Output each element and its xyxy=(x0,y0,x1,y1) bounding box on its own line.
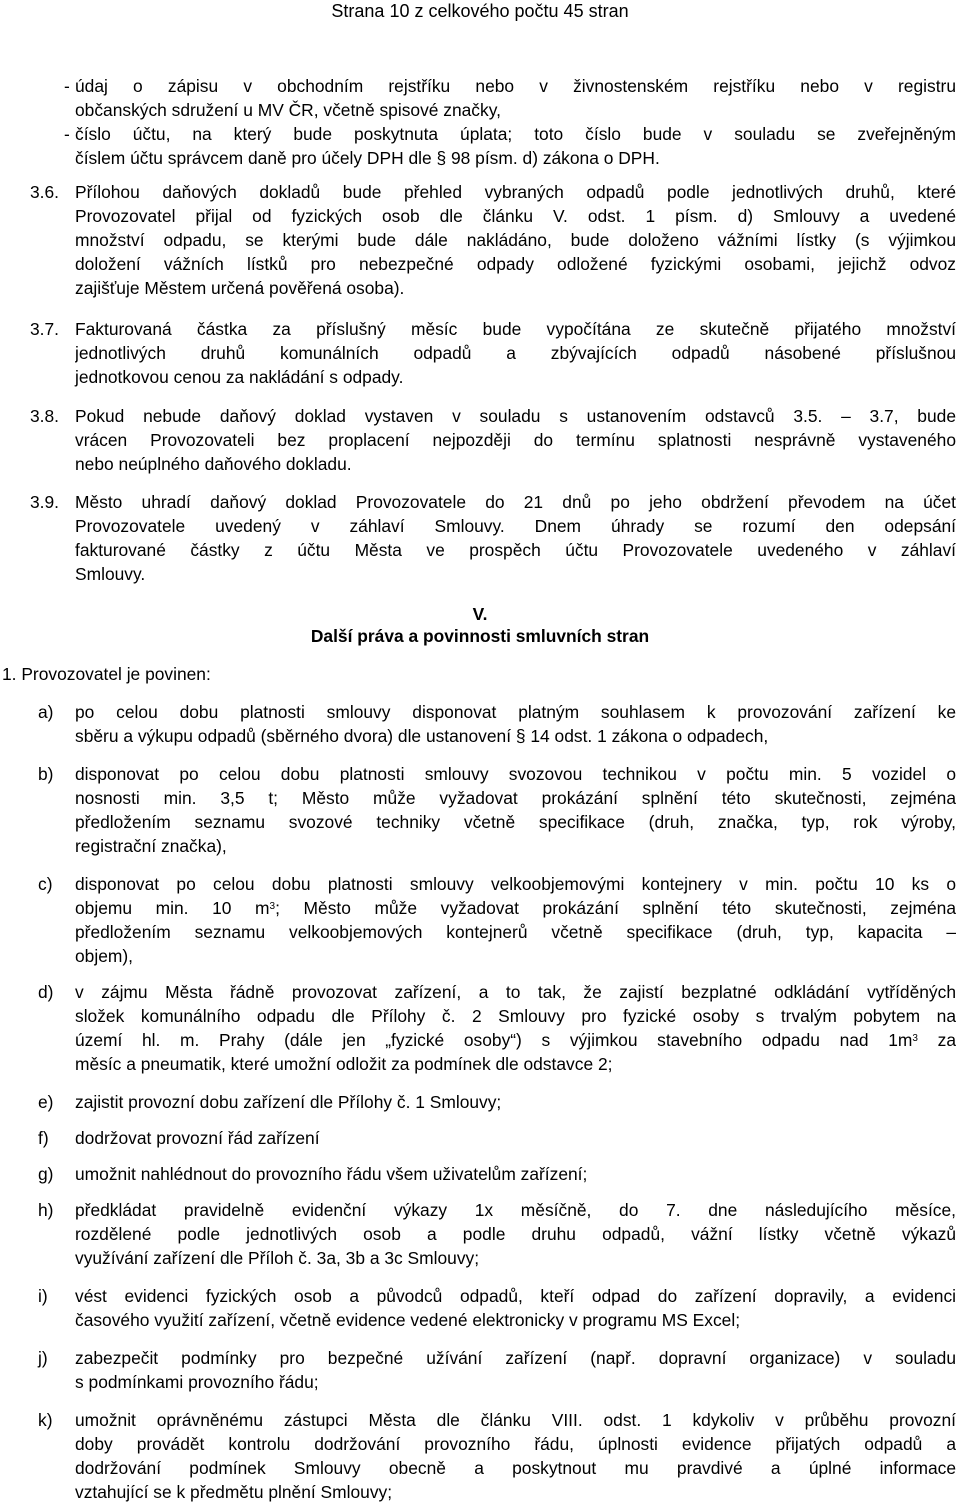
bullet-line: číslem účtu správcem daně pro účely DPH dle § 98 písm. d) zákona o DPH. xyxy=(75,148,660,168)
item-line: složek komunálního odpadu dle Přílohy č. 2 Smlouvy pro fyzické osoby s trvalým pobytem na xyxy=(75,1006,956,1026)
item-letter: c) xyxy=(38,874,53,894)
superscript: 3 xyxy=(269,901,276,912)
item-line: předkládat pravidelně evidenční výkazy 1x měsíčně, do 7. dne následujícího měsíce, xyxy=(75,1200,956,1220)
bullet-line: občanských sdružení u MV ČR, včetně spisové značky, xyxy=(75,100,501,120)
item-line: sběru a výkupu odpadů (sběrného dvora) dle ustanovení § 14 odst. 1 zákona o odpadech, xyxy=(75,726,769,746)
bullet-marker: - xyxy=(64,76,70,96)
item-line: předložením seznamu svozové techniky včetně specifikace (druh, značka, typ, rok výroby, xyxy=(75,812,956,832)
item-line: umožnit nahlédnout do provozního řádu všem uživatelům zařízení; xyxy=(75,1164,588,1184)
bullet-line: údaj o zápisu v obchodním rejstříku nebo v živnostenském rejstříku nebo v registru xyxy=(75,76,956,96)
item-line xyxy=(75,896,956,920)
clause-line: jednotkovou cenou za nakládání s odpady. xyxy=(75,367,404,387)
item-line: rozdělené podle jednotlivých osob a podle druhu odpadů, vážní lístky včetně výkazů xyxy=(75,1224,956,1244)
item-line: objem), xyxy=(75,946,133,966)
item-line-part: ; Město může vyžadovat prokázání splnění této skutečnosti, zejména xyxy=(275,898,956,918)
item-letter: e) xyxy=(38,1092,54,1112)
item-line: nosnosti min. 3,5 t; Město může vyžadovat prokázání splnění této skutečnosti, zejména xyxy=(75,788,956,808)
item-letter: h) xyxy=(38,1200,54,1220)
item-line-part: objemu min. 10 m xyxy=(75,898,270,918)
clause-number: 3.9. xyxy=(30,492,60,512)
item-line: disponovat po celou dobu platnosti smlouvy velkoobjemovými kontejnery v min. počtu 10 ks o xyxy=(75,874,956,894)
item-line: s podmínkami provozního řádu; xyxy=(75,1372,319,1392)
page-header xyxy=(0,0,960,22)
item-line: zajistit provozní dobu zařízení dle Přílohy č. 1 Smlouvy; xyxy=(75,1092,502,1112)
obligations-intro: 1. Provozovatel je povinen: xyxy=(2,664,211,684)
item-letter: k) xyxy=(38,1410,53,1430)
clause-number: 3.7. xyxy=(30,319,60,339)
item-letter: b) xyxy=(38,764,54,784)
item-line: registrační značka), xyxy=(75,836,227,856)
item-line: měsíc a pneumatik, které umožní odložit za podmínek dle odstavce 2; xyxy=(75,1054,613,1074)
clause-line: Smlouvy. xyxy=(75,564,146,584)
item-line: vést evidenci fyzických osob a původců odpadů, kteří odpad do zařízení dopravily, a evidenci xyxy=(75,1286,956,1306)
section-title: Další práva a povinnosti smluvních stran xyxy=(310,626,650,646)
item-line: předložením seznamu velkoobjemových kontejnerů včetně specifikace (druh, typ, kapacita – xyxy=(75,922,956,942)
clause-line: množství odpadu, se kterými bude dále nakládáno, bude doloženo vážními lístky (s výjimkou xyxy=(75,230,956,250)
clause-line: doložení vážních lístků pro nebezpečné odpady odložené fyzickými osobami, jejichž odvoz xyxy=(75,254,956,274)
section-numeral: V. xyxy=(472,604,488,624)
item-line: využívání zařízení dle Příloh č. 3a, 3b a 3c Smlouvy; xyxy=(75,1248,480,1268)
item-line: dodržování podmínek Smlouvy obecně a poskytnout mu pravdivé a úplné informace xyxy=(75,1458,956,1478)
clause-number: 3.6. xyxy=(30,182,60,202)
item-line: dodržovat provozní řád zařízení xyxy=(75,1128,320,1148)
item-letter: a) xyxy=(38,702,54,722)
clause-line: Provozovatele uvedený v záhlaví Smlouvy. Dnem úhrady se rozumí den odepsání xyxy=(75,516,956,536)
item-line-part: za xyxy=(917,1030,956,1050)
clause-line: Přílohou daňových dokladů bude přehled vybraných odpadů podle jednotlivých druhů, které xyxy=(75,182,956,202)
item-letter: j) xyxy=(38,1348,48,1368)
item-line: po celou dobu platnosti smlouvy disponovat platným souhlasem k provozování zařízení ke xyxy=(75,702,956,722)
item-letter: i) xyxy=(38,1286,48,1306)
bullet-line: číslo účtu, na který bude poskytnuta úplata; toto číslo bude v souladu se zveřejněným xyxy=(75,124,956,144)
item-line: v zájmu Města řádně provozovat zařízení, a to tak, že zajistí bezplatné odkládání vytříděných xyxy=(75,982,956,1002)
clause-line: fakturované částky z účtu Města ve prospěch účtu Provozovatele uvedeného v záhlaví xyxy=(75,540,956,560)
item-letter: g) xyxy=(38,1164,54,1184)
item-letter: d) xyxy=(38,982,54,1002)
clause-number: 3.8. xyxy=(30,406,60,426)
item-line: disponovat po celou dobu platnosti smlouvy svozovou technikou v počtu min. 5 vozidel o xyxy=(75,764,956,784)
item-line: umožnit oprávněnému zástupci Města dle článku VIII. odst. 1 kdykoliv v průběhu provozní xyxy=(75,1410,956,1430)
item-line: časového využití zařízení, včetně evidence vedené elektronicky v programu MS Excel; xyxy=(75,1310,741,1330)
item-line xyxy=(75,1028,956,1052)
item-letter: f) xyxy=(38,1128,49,1148)
clause-line: zajišťuje Městem určená pověřená osoba). xyxy=(75,278,405,298)
clause-line: Provozovatel přijal od fyzických osob dle článku V. odst. 1 písm. d) Smlouvy a uvedené xyxy=(75,206,956,226)
item-line: doby provádět kontrolu dodržování provozního řádu, úplnosti evidence přijatých odpadů a xyxy=(75,1434,956,1454)
item-line: zabezpečit podmínky pro bezpečné užívání zařízení (např. dopravní organizace) v souladu xyxy=(75,1348,956,1368)
superscript: 3 xyxy=(912,1033,918,1044)
page-indicator: Strana 10 z celkového počtu 45 stran xyxy=(331,1,629,21)
item-line-part: území hl. m. Prahy (dále jen „fyzické osoby“) s výjimkou stavebního odpadu nad 1m xyxy=(75,1030,913,1050)
bullet-marker: - xyxy=(64,124,70,144)
clause-line: jednotlivých druhů komunálních odpadů a zbývajících odpadů násobené příslušnou xyxy=(75,343,956,363)
clause-line: Pokud nebude daňový doklad vystaven v souladu s ustanovením odstavců 3.5. – 3.7, bude xyxy=(75,406,956,426)
clause-line: Město uhradí daňový doklad Provozovatele do 21 dnů po jeho obdržení převodem na účet xyxy=(75,492,956,512)
clause-line: Fakturovaná částka za příslušný měsíc bude vypočítána ze skutečně přijatého množství xyxy=(75,319,956,339)
clause-line: nebo neúplného daňového dokladu. xyxy=(75,454,352,474)
item-line: vztahující se k předmětu plnění Smlouvy; xyxy=(75,1482,393,1502)
clause-line: vrácen Provozovateli bez proplacení nejpozději do termínu splatnosti nesprávně vystaveného xyxy=(75,430,956,450)
